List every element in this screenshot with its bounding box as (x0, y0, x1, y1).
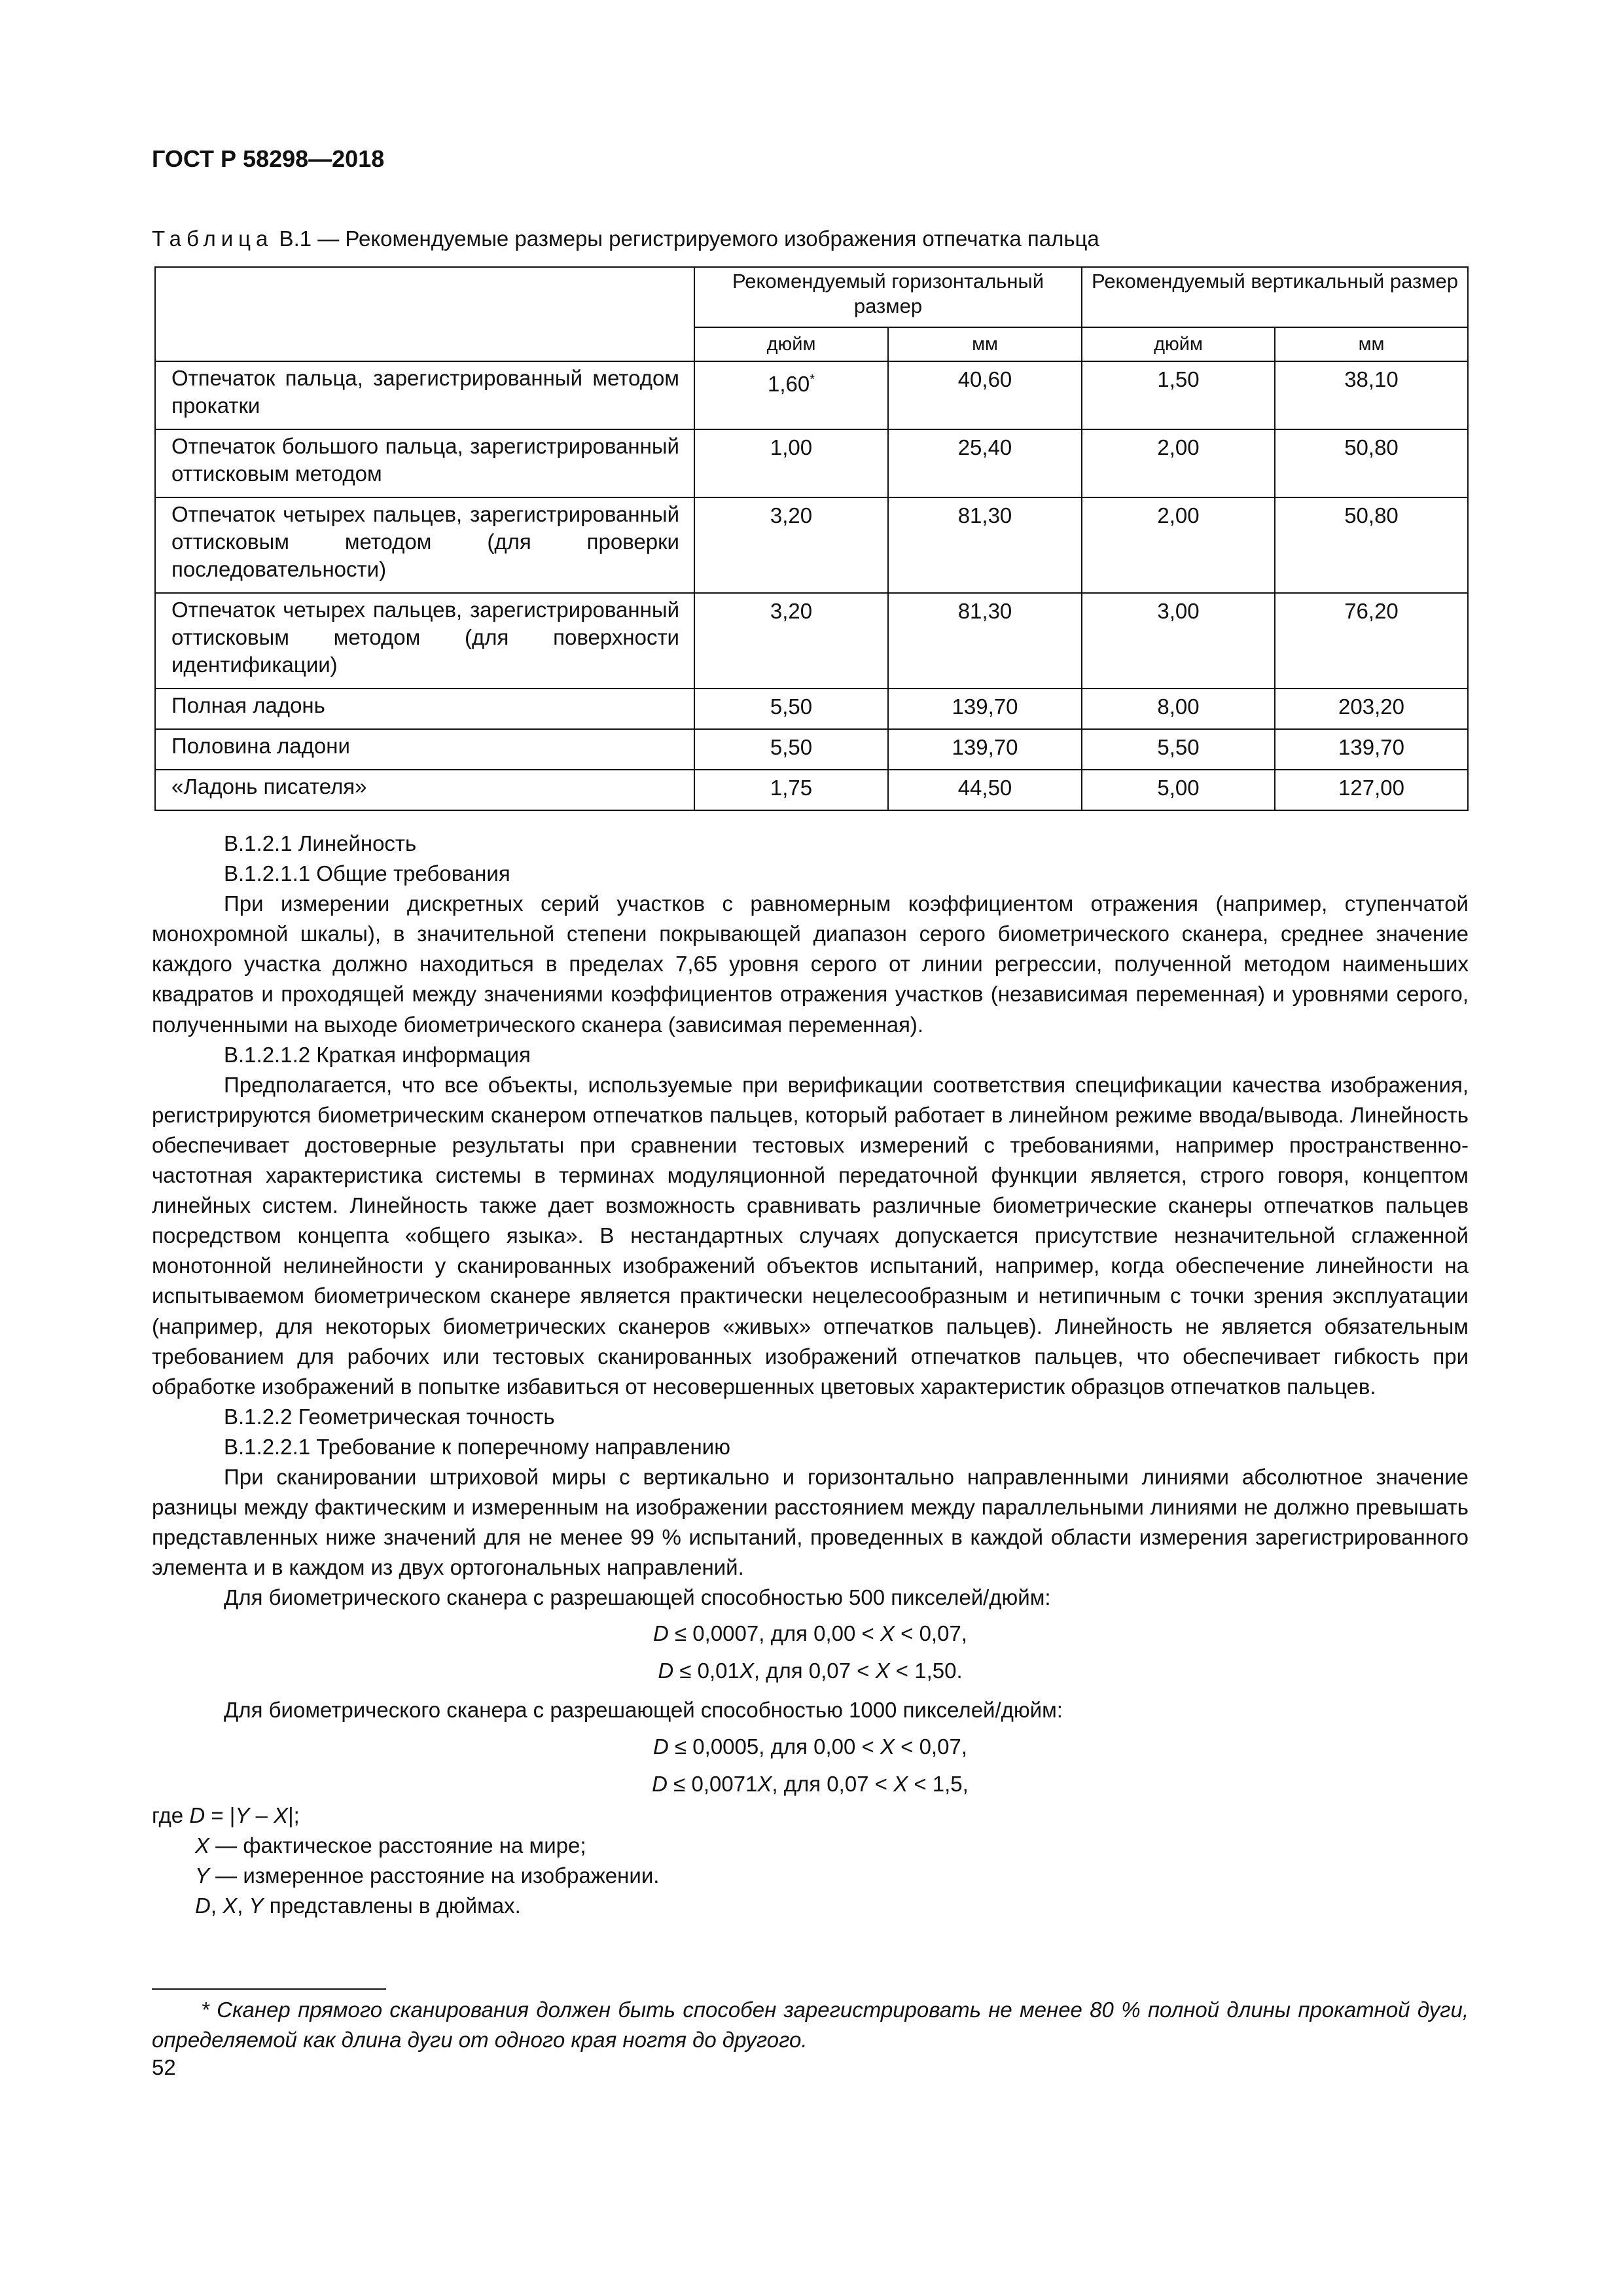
formula-500-range-1: D ≤ 0,0007, для 0,00 < X < 0,07, (653, 1621, 967, 1646)
table-caption-word: Таблица (152, 226, 274, 251)
formula-1000-range-2: D ≤ 0,0071X, для 0,07 < X < 1,5, (652, 1771, 969, 1796)
table-corner-cell (155, 267, 694, 361)
recommended-sizes-table (154, 266, 1469, 811)
table-row (155, 689, 1468, 729)
header-horizontal-size: Рекомендуемый горизонтальный размер (694, 267, 1082, 327)
unit-header-mm: мм (888, 327, 1082, 361)
cell-horizontal-mm: 139,70 (888, 689, 1082, 729)
section-heading-general-requirements: В.1.2.1.1 Общие требования (224, 861, 510, 886)
cell-horizontal-mm: 139,70 (888, 729, 1082, 770)
table-row (155, 729, 1468, 770)
cell-vertical-mm: 203,20 (1275, 689, 1468, 729)
table-row (155, 361, 1468, 429)
section-heading-linearity: В.1.2.1 Линейность (224, 831, 417, 855)
row-label: Отпечаток четырех пальцев, зарегистрированный оттисковым методом (для проверки последовательности) (155, 497, 694, 593)
cell-vertical-inch: 8,00 (1082, 689, 1275, 729)
table-row (155, 429, 1468, 497)
table-header-row (155, 267, 1468, 327)
table-row (155, 770, 1468, 810)
header-vertical-size: Рекомендуемый вертикальный размер (1082, 267, 1468, 327)
cell-vertical-mm: 76,20 (1275, 593, 1468, 689)
section-heading-geometric-accuracy: В.1.2.2 Геометрическая точность (224, 1404, 555, 1429)
cell-horizontal-mm: 25,40 (888, 429, 1082, 497)
footnote-mark: * (810, 372, 815, 387)
row-label: Отпечаток большого пальца, зарегистрированный оттисковым методом (155, 429, 694, 497)
unit-header-inch: дюйм (694, 327, 888, 361)
cell-vertical-inch: 1,50 (1082, 361, 1275, 429)
cell-vertical-mm: 38,10 (1275, 361, 1468, 429)
cell-value: 1,60 (767, 372, 810, 396)
paragraph-scanner-1000ppi: Для биометрического сканера с разрешающей способностью 1000 пикселей/дюйм: (224, 1698, 1063, 1723)
cell-horizontal-inch: 5,50 (694, 689, 888, 729)
row-label: Полная ладонь (155, 689, 694, 729)
cell-vertical-inch: 5,50 (1082, 729, 1275, 770)
formula-500-range-2: D ≤ 0,01X, для 0,07 < X < 1,50. (658, 1659, 963, 1683)
cell-horizontal-inch: 5,50 (694, 729, 888, 770)
row-label: Отпечаток четырех пальцев, зарегистрированный оттисковым методом (для поверхности идентификации) (155, 593, 694, 689)
row-label: «Ладонь писателя» (155, 770, 694, 810)
page-header: ГОСТ Р 58298—2018 (152, 145, 385, 172)
cell-horizontal-inch: 1,00 (694, 429, 888, 497)
cell-vertical-mm: 50,80 (1275, 429, 1468, 497)
cell-vertical-inch: 3,00 (1082, 593, 1275, 689)
table-caption-text: В.1 — Рекомендуемые размеры регистрируемого изображения отпечатка пальца (273, 226, 1099, 251)
cell-horizontal-mm: 40,60 (888, 361, 1082, 429)
paragraph-transverse-direction: При сканировании штриховой миры с вертикально и горизонтально направленными линиями абсолютное значение разницы между фактическим и измеренным на изображении расстоянием между параллельными линиями не должно превышать представленных ниже значений для не менее 99 % испытаний, проведенных в каждой области измерения зарегистрированного элемента и в каждом из двух ортогональных направлений. (152, 1464, 1469, 1580)
cell-vertical-mm: 50,80 (1275, 497, 1468, 593)
cell-horizontal-inch (694, 361, 888, 429)
paragraph-general-requirements: При измерении дискретных серий участков с равномерным коэффициентом отражения (например, ступенчатой монохромной шкалы), в значительной степени покрывающей диапазон серого биометрического сканера, среднее значение каждого участка должно находиться в пределах 7,65 уровня серого от линии регрессии, полученной методом наименьших квадратов и проходящей между значениями коэффициентов отражения участков (независимая переменная) и уровнями серого, полученными на выходе биометрического сканера (зависимая переменная). (152, 891, 1469, 1037)
cell-vertical-inch: 2,00 (1082, 429, 1275, 497)
table-row (155, 593, 1468, 689)
definition-d: где D = |Y – X|; (152, 1803, 300, 1827)
cell-horizontal-inch: 3,20 (694, 497, 888, 593)
definition-x: X — фактическое расстояние на мире; (195, 1833, 586, 1857)
definition-units: D, X, Y представлены в дюймах. (195, 1893, 521, 1918)
cell-vertical-inch: 2,00 (1082, 497, 1275, 593)
unit-header-inch: дюйм (1082, 327, 1275, 361)
cell-vertical-mm: 139,70 (1275, 729, 1468, 770)
unit-header-mm: мм (1275, 327, 1468, 361)
paragraph-brief-information: Предполагается, что все объекты, используемые при верификации соответствия спецификации качества изображения, регистрируются биометрическим сканером отпечатков пальцев, который работает в линейном режиме ввода/вывода. Линейность обеспечивает достоверные результаты при сравнении тестовых измерений с требованиями, например пространственно-частотная характеристика системы в терминах модуляционной передаточной функции является, строго говоря, концептом линейных систем. Линейность также дает возможность сравнивать различные биометрические сканеры отпечатков пальцев посредством концепта «общего языка». В нестандартных случаях допускается присутствие незначительной сглаженной монотонной нелинейности у сканированных изображений объектов испытаний, например, когда обеспечение линейности на испытываемом биометрическом сканере является практически нецелесообразным и нетипичным с точки зрения эксплуатации (например, для некоторых биометрических сканеров «живых» отпечатков пальцев). Линейность не является обязательным требованием для рабочих или тестовых сканированных изображений отпечатков пальцев, что обеспечивает гибкость при обработке изображений в попытке избавиться от несовершенных цветовых характеристик образцов отпечатков пальцев. (152, 1072, 1469, 1399)
table-row (155, 497, 1468, 593)
body-text (152, 829, 1469, 1921)
cell-vertical-mm: 127,00 (1275, 770, 1468, 810)
paragraph-scanner-500ppi: Для биометрического сканера с разрешающей способностью 500 пикселей/дюйм: (224, 1585, 1051, 1610)
footnote-divider (152, 1988, 386, 1990)
row-label: Отпечаток пальца, зарегистрированный методом прокатки (155, 361, 694, 429)
row-label: Половина ладони (155, 729, 694, 770)
cell-horizontal-mm: 44,50 (888, 770, 1082, 810)
page-number: 52 (152, 2055, 176, 2079)
definition-y: Y — измеренное расстояние на изображении. (195, 1863, 660, 1888)
cell-horizontal-mm: 81,30 (888, 593, 1082, 689)
section-heading-brief-information: В.1.2.1.2 Краткая информация (224, 1042, 531, 1067)
formula-1000-range-1: D ≤ 0,0005, для 0,00 < X < 0,07, (653, 1734, 967, 1759)
cell-horizontal-inch: 3,20 (694, 593, 888, 689)
cell-horizontal-inch: 1,75 (694, 770, 888, 810)
section-heading-transverse-direction: В.1.2.2.1 Требование к поперечному направлению (224, 1434, 730, 1459)
cell-horizontal-mm: 81,30 (888, 497, 1082, 593)
footnote: * Сканер прямого сканирования должен быть способен зарегистрировать не менее 80 % полной длины прокатной дуги, определяемой как длина дуги от одного края ногтя до другого. (152, 1998, 1469, 2052)
table-caption (152, 226, 1099, 251)
cell-vertical-inch: 5,00 (1082, 770, 1275, 810)
